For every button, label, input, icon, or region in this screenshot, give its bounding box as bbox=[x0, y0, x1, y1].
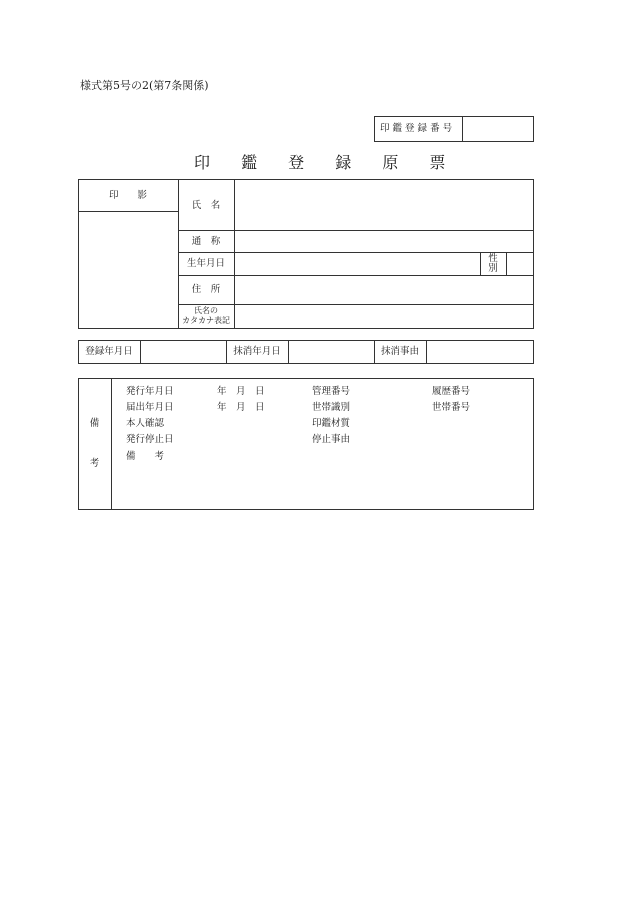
address-label: 住 所 bbox=[191, 284, 221, 295]
notification-date-ymd: 年 月 日 bbox=[217, 402, 265, 413]
issue-stop-date-label: 発行停止日 bbox=[126, 434, 174, 445]
identity-check-label: 本人確認 bbox=[126, 418, 165, 429]
registration-date-field[interactable] bbox=[141, 341, 226, 363]
sex-label-top: 性 bbox=[488, 253, 498, 264]
name-label: 氏 名 bbox=[191, 200, 221, 211]
remarks-side-label-1: 備 bbox=[89, 418, 100, 429]
kana-label-line-2: カタカナ表記 bbox=[182, 316, 230, 325]
remarks-side-label-2: 考 bbox=[89, 458, 100, 469]
name-field[interactable] bbox=[235, 180, 533, 230]
birth-date-label: 生年月日 bbox=[186, 258, 225, 269]
alias-field[interactable] bbox=[235, 231, 533, 252]
issue-date-label: 発行年月日 bbox=[126, 386, 174, 397]
management-number-label: 管理番号 bbox=[312, 386, 351, 397]
cancellation-reason-label: 抹消事由 bbox=[380, 346, 419, 357]
seal-impression-label: 印 影 bbox=[108, 190, 147, 201]
notification-date-label: 届出年月日 bbox=[126, 402, 174, 413]
household-number-label: 世帯番号 bbox=[432, 402, 471, 413]
kana-label-line-1: 氏名の bbox=[194, 306, 218, 315]
cancellation-date-field[interactable] bbox=[289, 341, 374, 363]
seal-material-label: 印鑑材質 bbox=[312, 418, 351, 429]
registration-date-label: 登録年月日 bbox=[85, 346, 133, 357]
sex-field[interactable] bbox=[507, 253, 533, 275]
registration-number-field[interactable] bbox=[463, 117, 533, 141]
seal-impression-field[interactable] bbox=[79, 212, 177, 328]
address-field[interactable] bbox=[235, 276, 533, 304]
form-label: 様式第5号の2(第7条関係) bbox=[80, 79, 209, 92]
page-title: 印 鑑 登 録 原 票 bbox=[194, 153, 459, 172]
household-id-label: 世帯識別 bbox=[312, 402, 351, 413]
history-number-label: 履歴番号 bbox=[432, 386, 471, 397]
cancellation-reason-field[interactable] bbox=[427, 341, 533, 363]
sex-label-bottom: 別 bbox=[488, 263, 498, 274]
birth-date-field[interactable] bbox=[235, 253, 480, 275]
issue-date-ymd: 年 月 日 bbox=[217, 386, 265, 397]
registration-number-label: 印 鑑 登 録 番 号 bbox=[380, 123, 453, 134]
stop-reason-label: 停止事由 bbox=[312, 434, 351, 445]
cancellation-date-label: 抹消年月日 bbox=[233, 346, 281, 357]
remarks-label: 備 考 bbox=[126, 451, 165, 462]
kana-name-field[interactable] bbox=[235, 305, 533, 328]
alias-label: 通 称 bbox=[191, 236, 221, 247]
